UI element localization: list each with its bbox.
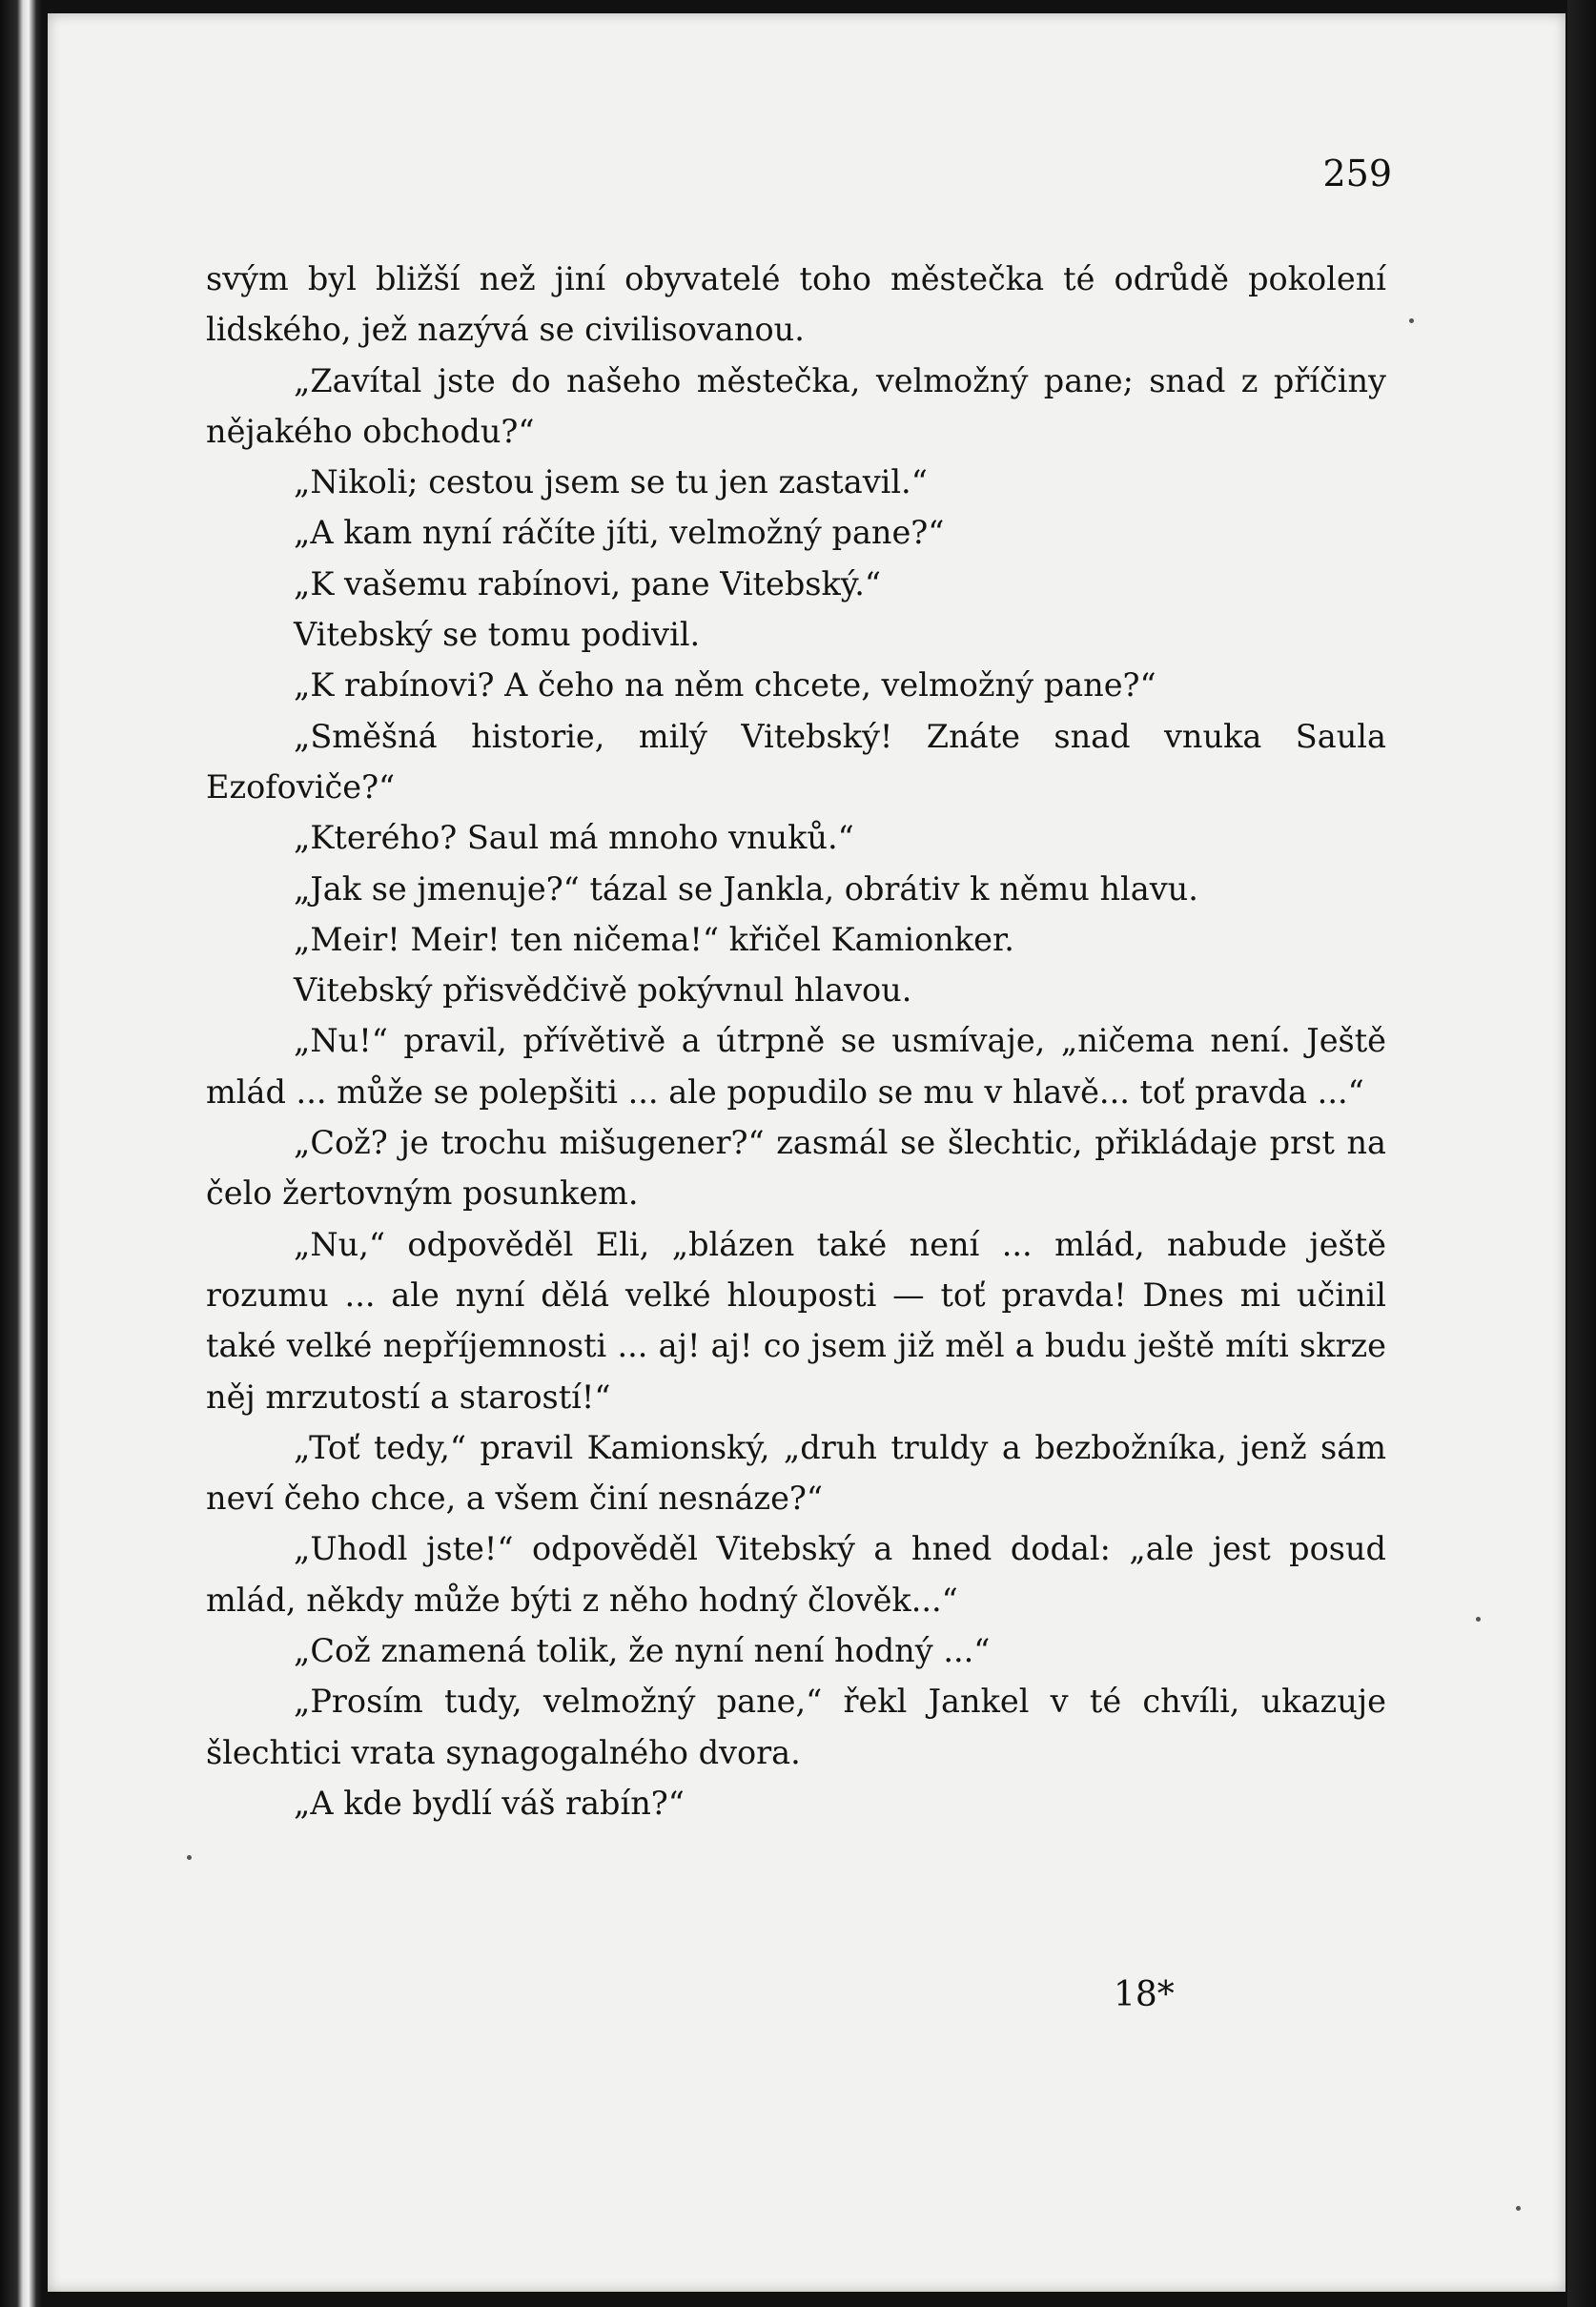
paragraph: „Nikoli; cestou jsem se tu jen zastavil.“ (294, 463, 928, 501)
printer-signature-mark: 18* (1114, 1975, 1175, 2014)
dust-speck (1409, 318, 1414, 323)
paragraph: Vitebský přisvědčivě pokývnul hlavou. (294, 971, 912, 1010)
paragraph: „Toť tedy,“ pravil Kamionský, „druh truldy a bezbožníka, jenž sám neví čeho chce, a všem činí nesnáze?“ (206, 1428, 1386, 1518)
page-left-edge (0, 0, 42, 2307)
paragraph: „Uhodl jste!“ odpověděl Vitebský a hned dodal: „ale jest posud mlád, někdy může býti z něho hodný člověk...“ (206, 1530, 1386, 1619)
paragraph: „Kterého? Saul má mnoho vnuků.“ (294, 819, 854, 857)
paragraph: „Nu!“ pravil, přívětivě a útrpně se usmívaje, „ničema není. Ještě mlád ... může se polepšiti ... ale popudilo se mu v hlavě... toť pravda ...“ (206, 1022, 1386, 1111)
paragraph: „Prosím tudy, velmožný pane,“ řekl Jankel v té chvíli, ukazuje šlechtici vrata synagogalného dvora. (206, 1683, 1386, 1771)
paragraph: „Zavítal jste do našeho městečka, velmožný pane; snad z příčiny nějakého obchodu?“ (206, 361, 1386, 450)
dust-speck (1516, 2206, 1521, 2211)
dust-speck (1476, 1617, 1481, 1622)
dust-speck (187, 1855, 192, 1860)
page-right-edge (1567, 0, 1596, 2307)
paragraph: „A kam nyní ráčíte jíti, velmožný pane?“ (294, 514, 945, 552)
paragraph: Vitebský se tomu podivil. (294, 616, 701, 654)
paragraph: „A kde bydlí váš rabín?“ (294, 1784, 685, 1822)
body-text (206, 254, 1386, 1828)
paragraph: „Nu,“ odpověděl Eli, „blázen také není ... mlád, nabude ještě rozumu ... ale nyní dělá velké hlouposti — toť pravda! Dnes mi učinil také velké nepříjemnosti ... aj! aj! co jsem již měl a budu ještě míti skrze něj mrzutostí a starostí!“ (206, 1225, 1386, 1416)
paragraph: „Směšná historie, milý Vitebský! Znáte snad vnuka Saula Ezofoviče?“ (206, 717, 1386, 806)
paragraph: „K vašemu rabínovi, pane Vitebský.“ (294, 564, 882, 602)
page-number: 259 (1322, 153, 1392, 194)
paragraph: „K rabínovi? A čeho na něm chcete, velmožný pane?“ (294, 666, 1156, 704)
paragraph: „Což? je trochu mišugener?“ zasmál se šlechtic, přikládaje prst na čelo žertovným posunkem. (206, 1124, 1386, 1213)
book-page (48, 13, 1565, 2292)
paragraph: „Meir! Meir! ten ničema!“ křičel Kamionker. (294, 920, 1014, 958)
paragraph: svým byl bližší než jiní obyvatelé toho městečka té odrůdě pokolení lidského, jež nazývá se civilisovanou. (206, 260, 1386, 349)
paragraph: „Jak se jmenuje?“ tázal se Jankla, obrátiv k němu hlavu. (294, 869, 1198, 908)
paragraph: „Což znamená tolik, že nyní není hodný ...“ (294, 1632, 991, 1670)
